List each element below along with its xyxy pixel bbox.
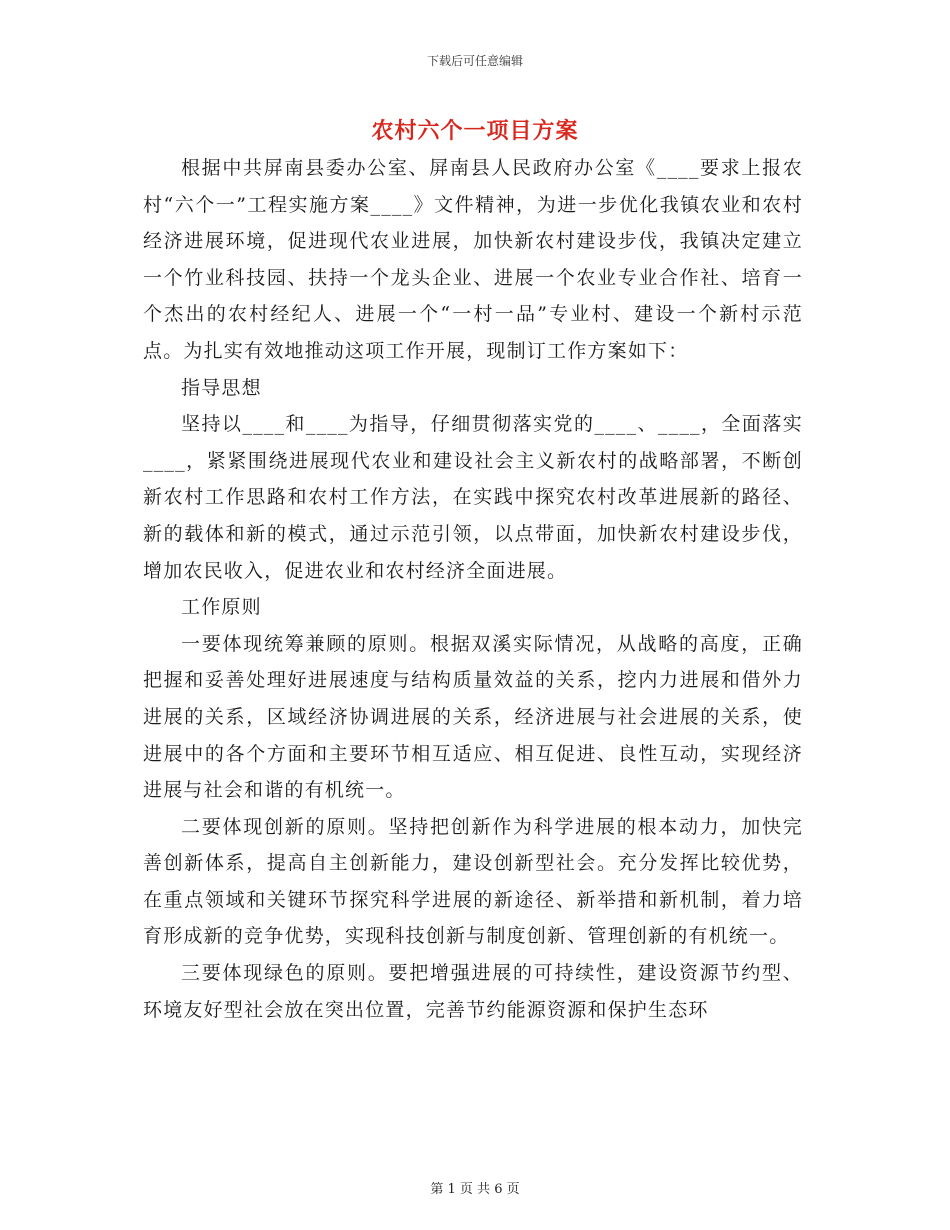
paragraph-guiding-ideology: 坚持以____和____为指导，仔细贯彻落实党的____、____，全面落实____，紧紧围绕进展现代农业和建设社会主义新农村的战略部署，不断创新农村工作思路和农村工作方法，在实践中探究农村改革进展新的路径、新的载体和新的模式，通过示范引领，以点带面，加快新农村建设步伐，增加农民收入，促进农业和农村经济全面进展。 [143, 413, 803, 582]
paragraph-principle-3: 三要体现绿色的原则。要把增强进展的可持续性，建设资源节约型、环境友好型社会放在突出位置，完善节约能源资源和保护生态环 [143, 962, 803, 1021]
document-body [143, 150, 803, 1028]
document-title: 农村六个一项目方案 [371, 118, 579, 144]
section-heading-work-principles: 工作原则 [181, 596, 262, 619]
page-number-footer: 第 1 页 共 6 页 [430, 1182, 520, 1197]
header-note: 下载后可任意编辑 [426, 54, 523, 68]
paragraph-principle-1: 一要体现统筹兼顾的原则。根据双溪实际情况，从战略的高度，正确把握和妥善处理好进展速度与结构质量效益的关系，挖内力进展和借外力进展的关系，区域经济协调进展的关系，经济进展与社会进展的关系，使进展中的各个方面和主要环节相互适应、相互促进、良性互动，实现经济进展与社会和谐的有机统一。 [143, 632, 803, 802]
section-heading-guiding-ideology: 指导思想 [181, 376, 262, 399]
paragraph-principle-2: 二要体现创新的原则。坚持把创新作为科学进展的根本动力，加快完善创新体系，提高自主创新能力，建设创新型社会。充分发挥比较优势，在重点领域和关键环节探究科学进展的新途径、新举措和新机制，着力培育形成新的竞争优势，实现科技创新与制度创新、管理创新的有机统一。 [143, 815, 803, 948]
paragraph-intro: 根据中共屏南县委办公室、屏南县人民政府办公室《____要求上报农村“六个一”工程实施方案____》文件精神，为进一步优化我镇农业和农村经济进展环境，促进现代农业进展，加快新农村建设步伐，我镇决定建立一个竹业科技园、扶持一个龙头企业、进展一个农业专业合作社、培育一个杰出的农村经纪人、进展一个“一村一品”专业村、建设一个新村示范点。为扎实有效地推动这项工作开展，现制订工作方案如下： [143, 157, 803, 362]
